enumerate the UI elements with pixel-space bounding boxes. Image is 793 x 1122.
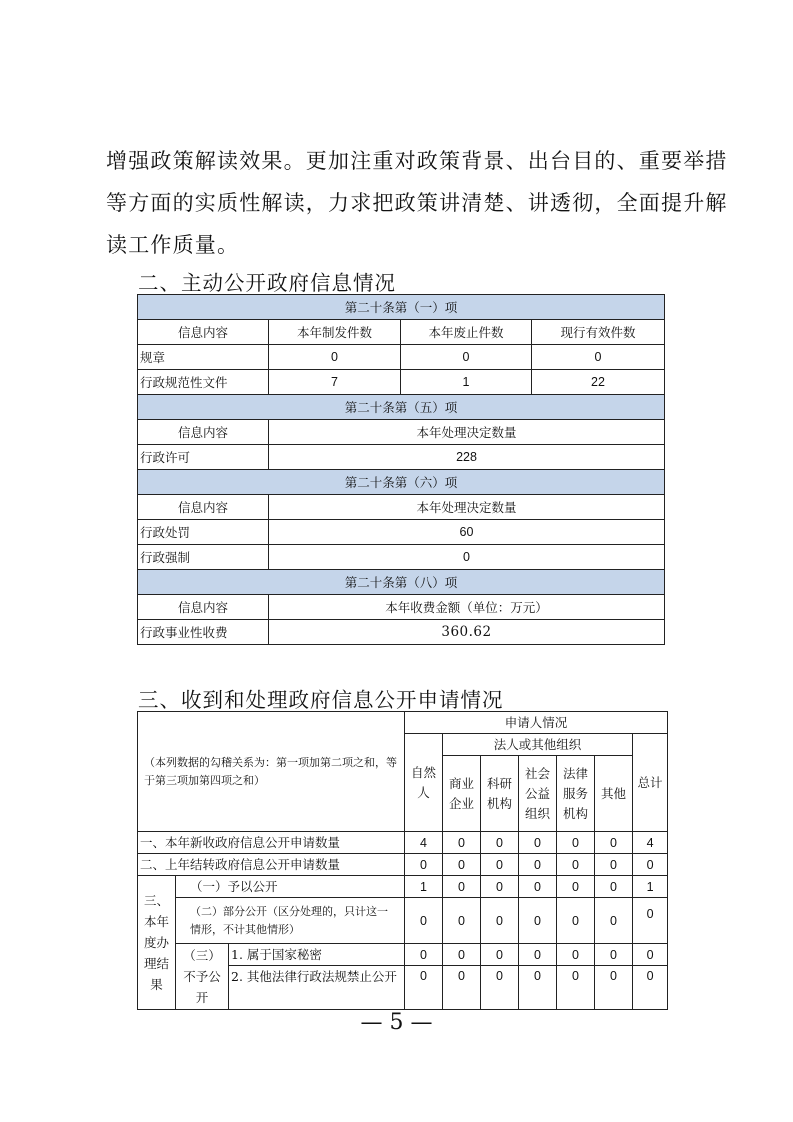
intro-line-3: 读工作质量。: [106, 233, 240, 257]
table-cell: 0: [443, 832, 481, 854]
col-header: 信息内容: [138, 420, 269, 445]
not-open-label: （三）不予公开: [176, 944, 229, 1010]
col-header: 现行有效件数: [532, 320, 665, 345]
table-cell: 0: [481, 876, 519, 898]
table-cell: 0: [481, 854, 519, 876]
table-cell: 0: [443, 966, 481, 1010]
row-label: 二、上年结转政府信息公开申请数量: [138, 854, 405, 876]
row-label: 规章: [138, 345, 269, 370]
row-label: 行政规范性文件: [138, 370, 269, 395]
table-cell: 1: [633, 876, 668, 898]
table-cell: 0: [481, 832, 519, 854]
table-cell: 228: [269, 445, 665, 470]
table-cell: 0: [557, 898, 595, 944]
band-item-5: 第二十条第（五）项: [138, 395, 665, 420]
col-header: 信息内容: [138, 595, 269, 620]
table-cell: 0: [481, 944, 519, 966]
proactive-disclosure-table: [137, 294, 665, 645]
table-cell: 0: [519, 898, 557, 944]
row-label: （二）部分公开（区分处理的，只计这一情形，不计其他情形）: [176, 898, 405, 944]
table-cell: 0: [405, 898, 443, 944]
table-cell: 60: [269, 520, 665, 545]
col-header: 信息内容: [138, 320, 269, 345]
table-cell: 4: [633, 832, 668, 854]
table-cell: 0: [481, 966, 519, 1010]
table-cell: 0: [443, 944, 481, 966]
subcol-header: 科研机构: [481, 756, 519, 832]
table-cell: 0: [557, 944, 595, 966]
table-cell: 0: [443, 898, 481, 944]
table-cell: 0: [443, 854, 481, 876]
table-cell: 0: [595, 898, 633, 944]
table-cell: 0: [532, 345, 665, 370]
row-label: 一、本年新收政府信息公开申请数量: [138, 832, 405, 854]
natural-person-header: 自然人: [405, 734, 443, 832]
table-cell: 0: [595, 966, 633, 1010]
row-label: 2. 其他法律行政法规禁止公开: [229, 966, 405, 1010]
band-item-6: 第二十条第（六）项: [138, 470, 665, 495]
row-label: 行政许可: [138, 445, 269, 470]
table-cell: 0: [519, 876, 557, 898]
result-label: 三、本年度办理结果: [138, 876, 176, 1010]
col-header: 本年处理决定数量: [269, 420, 665, 445]
application-table: [137, 711, 668, 1010]
applicant-header: 申请人情况: [405, 712, 668, 734]
table-cell: 0: [633, 944, 668, 966]
table-cell: 0: [595, 854, 633, 876]
table-cell: 0: [557, 854, 595, 876]
page-number: — 5 —: [360, 1010, 433, 1035]
table-cell: 7: [269, 370, 401, 395]
table-cell: 0: [633, 966, 668, 1010]
section3-heading: 三、收到和处理政府信息公开申请情况: [138, 688, 504, 712]
subcol-header: 其他: [595, 756, 633, 832]
section2-heading: 二、主动公开政府信息情况: [138, 271, 396, 295]
table-cell: 0: [519, 854, 557, 876]
row-label: 行政处罚: [138, 520, 269, 545]
table-cell: 0: [519, 966, 557, 1010]
table-cell: 4: [405, 832, 443, 854]
table-cell: 0: [519, 832, 557, 854]
table-cell: 0: [557, 832, 595, 854]
col-header: 本年处理决定数量: [269, 495, 665, 520]
row-label: 行政事业性收费: [138, 620, 269, 645]
intro-line-1: 增强政策解读效果。更加注重对政策背景、出台目的、重要举措: [106, 149, 728, 173]
row-label: （一）予以公开: [176, 876, 405, 898]
subcol-header: 商业企业: [443, 756, 481, 832]
table-cell: 0: [401, 345, 532, 370]
col-header: 本年废止件数: [401, 320, 532, 345]
table-cell: 0: [557, 966, 595, 1010]
col-header: 信息内容: [138, 495, 269, 520]
table-cell: 0: [633, 898, 668, 944]
table-cell: 0: [269, 545, 665, 570]
row-label: 行政强制: [138, 545, 269, 570]
table-cell: 0: [481, 898, 519, 944]
table-cell: 0: [519, 944, 557, 966]
table-cell: 0: [595, 876, 633, 898]
table-cell: 0: [595, 832, 633, 854]
row-label: 1. 属于国家秘密: [229, 944, 405, 966]
relation-note: （本列数据的勾稽关系为：第一项加第二项之和，等于第三项加第四项之和）: [138, 712, 405, 832]
band-item-8: 第二十条第（八）项: [138, 570, 665, 595]
table-cell: 1: [405, 876, 443, 898]
table-cell: 0: [405, 966, 443, 1010]
table-cell: 360.62: [269, 620, 665, 645]
table-cell: 0: [595, 944, 633, 966]
col-header: 本年制发件数: [269, 320, 401, 345]
legal-entity-header: 法人或其他组织: [443, 734, 633, 756]
intro-paragraph: [106, 140, 728, 266]
intro-line-2: 等方面的实质性解读，力求把政策讲清楚、讲透彻，全面提升解: [106, 191, 728, 215]
table-cell: 0: [633, 854, 668, 876]
band-item-1: 第二十条第（一）项: [138, 295, 665, 320]
subcol-header: 法律服务机构: [557, 756, 595, 832]
table-cell: 0: [557, 876, 595, 898]
table-cell: 0: [443, 876, 481, 898]
table-cell: 0: [269, 345, 401, 370]
total-header: 总计: [633, 734, 668, 832]
table-cell: 1: [401, 370, 532, 395]
table-cell: 22: [532, 370, 665, 395]
col-header: 本年收费金额（单位：万元）: [269, 595, 665, 620]
subcol-header: 社会公益组织: [519, 756, 557, 832]
table-cell: 0: [405, 854, 443, 876]
table-cell: 0: [405, 944, 443, 966]
